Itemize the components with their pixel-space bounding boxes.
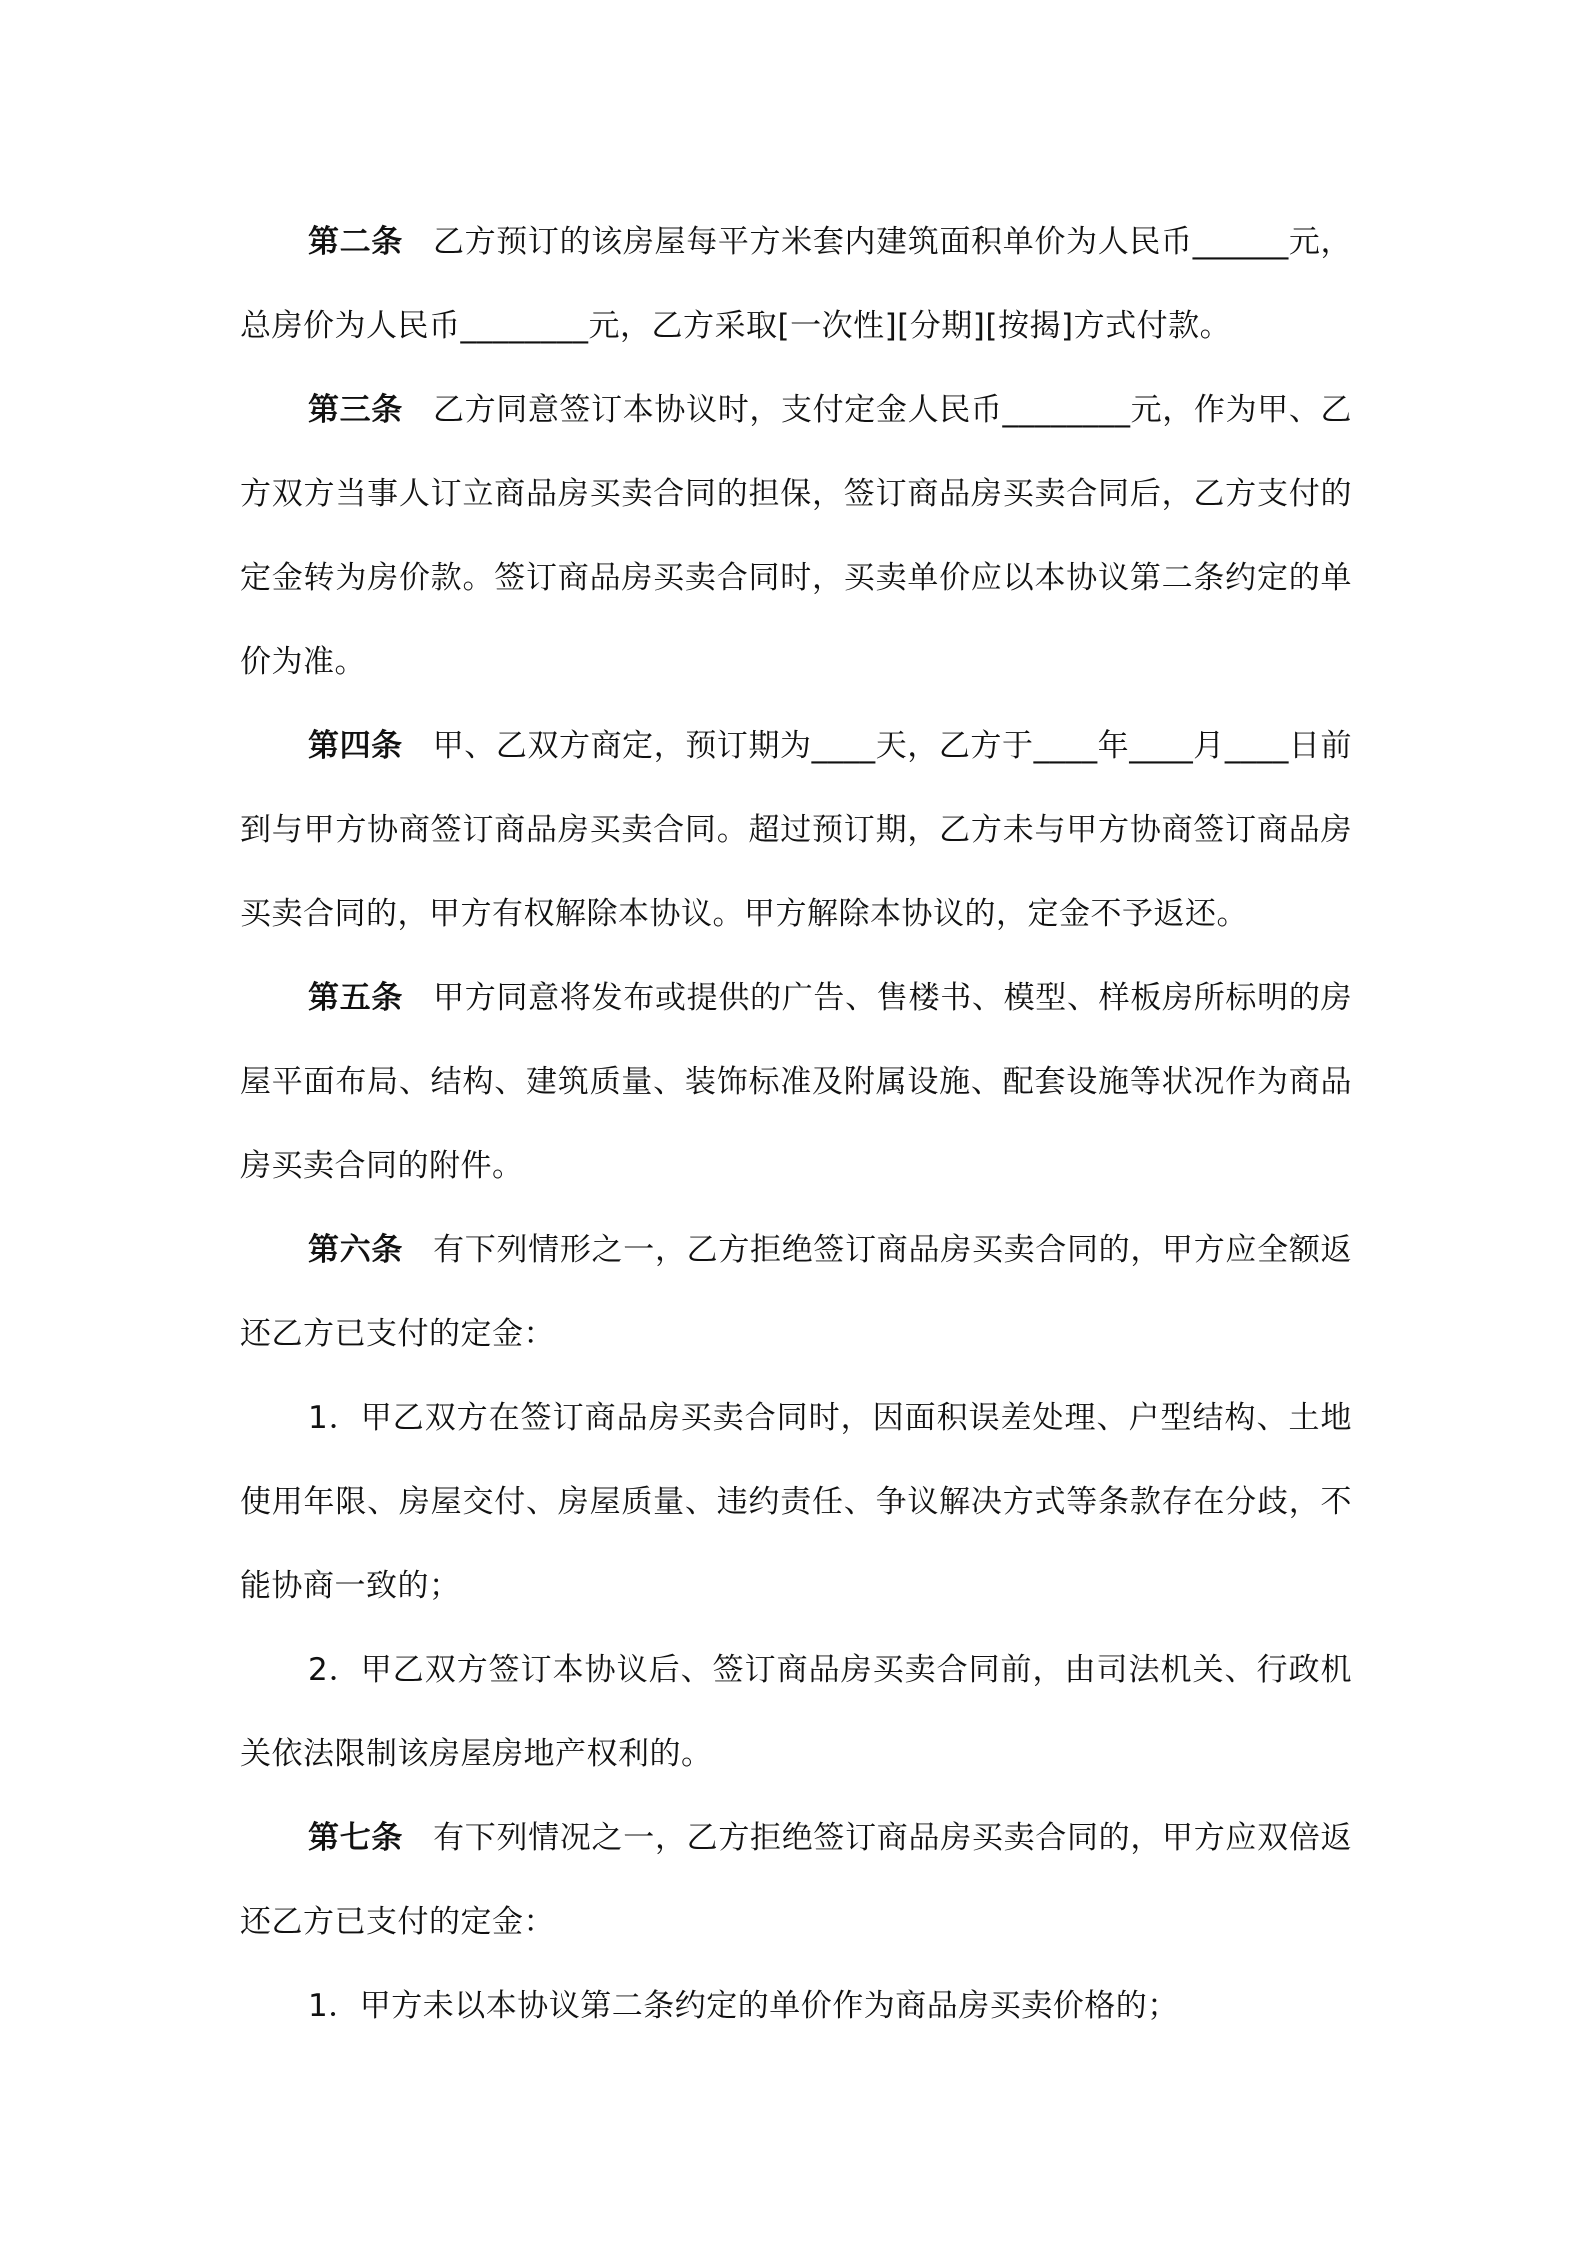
article-text: 乙方同意签订本协议时，支付定金人民币________元，作为甲、乙方双方当事人订立商品房买卖合同的担保，签订商品房买卖合同后，乙方支付的定金转为房价款。签订商品房买卖合同时，买卖单价应以本协议第二条约定的单价为准。 xyxy=(240,392,1353,680)
document-body xyxy=(240,200,1352,2048)
article-heading: 第四条 xyxy=(308,728,403,764)
article-text: 有下列情况之一，乙方拒绝签订商品房买卖合同的，甲方应双倍返还乙方已支付的定金： xyxy=(240,1820,1353,1940)
article-6-item-2 xyxy=(240,1628,1352,1796)
article-7-paragraph xyxy=(240,1796,1352,1964)
list-item-text: 1．甲方未以本协议第二条约定的单价作为商品房买卖价格的； xyxy=(308,1988,1179,2024)
list-item-text: 1．甲乙双方在签订商品房买卖合同时，因面积误差处理、户型结构、土地使用年限、房屋交付、房屋质量、违约责任、争议解决方式等条款存在分歧，不能协商一致的； xyxy=(240,1400,1352,1604)
article-6-item-1 xyxy=(240,1376,1352,1628)
article-text: 甲、乙双方商定，预订期为____天，乙方于____年____月____日前到与甲方协商签订商品房买卖合同。超过预订期，乙方未与甲方协商签订商品房买卖合同的，甲方有权解除本协议。甲方解除本协议的，定金不予返还。 xyxy=(240,728,1353,932)
article-text: 有下列情形之一，乙方拒绝签订商品房买卖合同的，甲方应全额返还乙方已支付的定金： xyxy=(240,1232,1353,1352)
article-text: 甲方同意将发布或提供的广告、售楼书、模型、样板房所标明的房屋平面布局、结构、建筑质量、装饰标准及附属设施、配套设施等状况作为商品房买卖合同的附件。 xyxy=(240,980,1353,1184)
article-6-paragraph xyxy=(240,1208,1352,1376)
article-5-paragraph xyxy=(240,956,1352,1208)
article-heading: 第五条 xyxy=(308,980,404,1016)
article-text: 乙方预订的该房屋每平方米套内建筑面积单价为人民币______元，总房价为人民币________元，乙方采取[一次性][分期][按揭]方式付款。 xyxy=(240,224,1353,344)
article-heading: 第七条 xyxy=(308,1820,404,1856)
list-item-text: 2．甲乙双方签订本协议后、签订商品房买卖合同前，由司法机关、行政机关依法限制该房屋房地产权利的。 xyxy=(240,1652,1352,1772)
article-2-paragraph xyxy=(240,200,1352,368)
article-3-paragraph xyxy=(240,368,1352,704)
article-heading: 第六条 xyxy=(308,1232,404,1268)
article-heading: 第三条 xyxy=(308,392,403,428)
article-heading: 第二条 xyxy=(308,224,403,260)
article-4-paragraph xyxy=(240,704,1352,956)
article-7-item-1 xyxy=(240,1964,1352,2048)
